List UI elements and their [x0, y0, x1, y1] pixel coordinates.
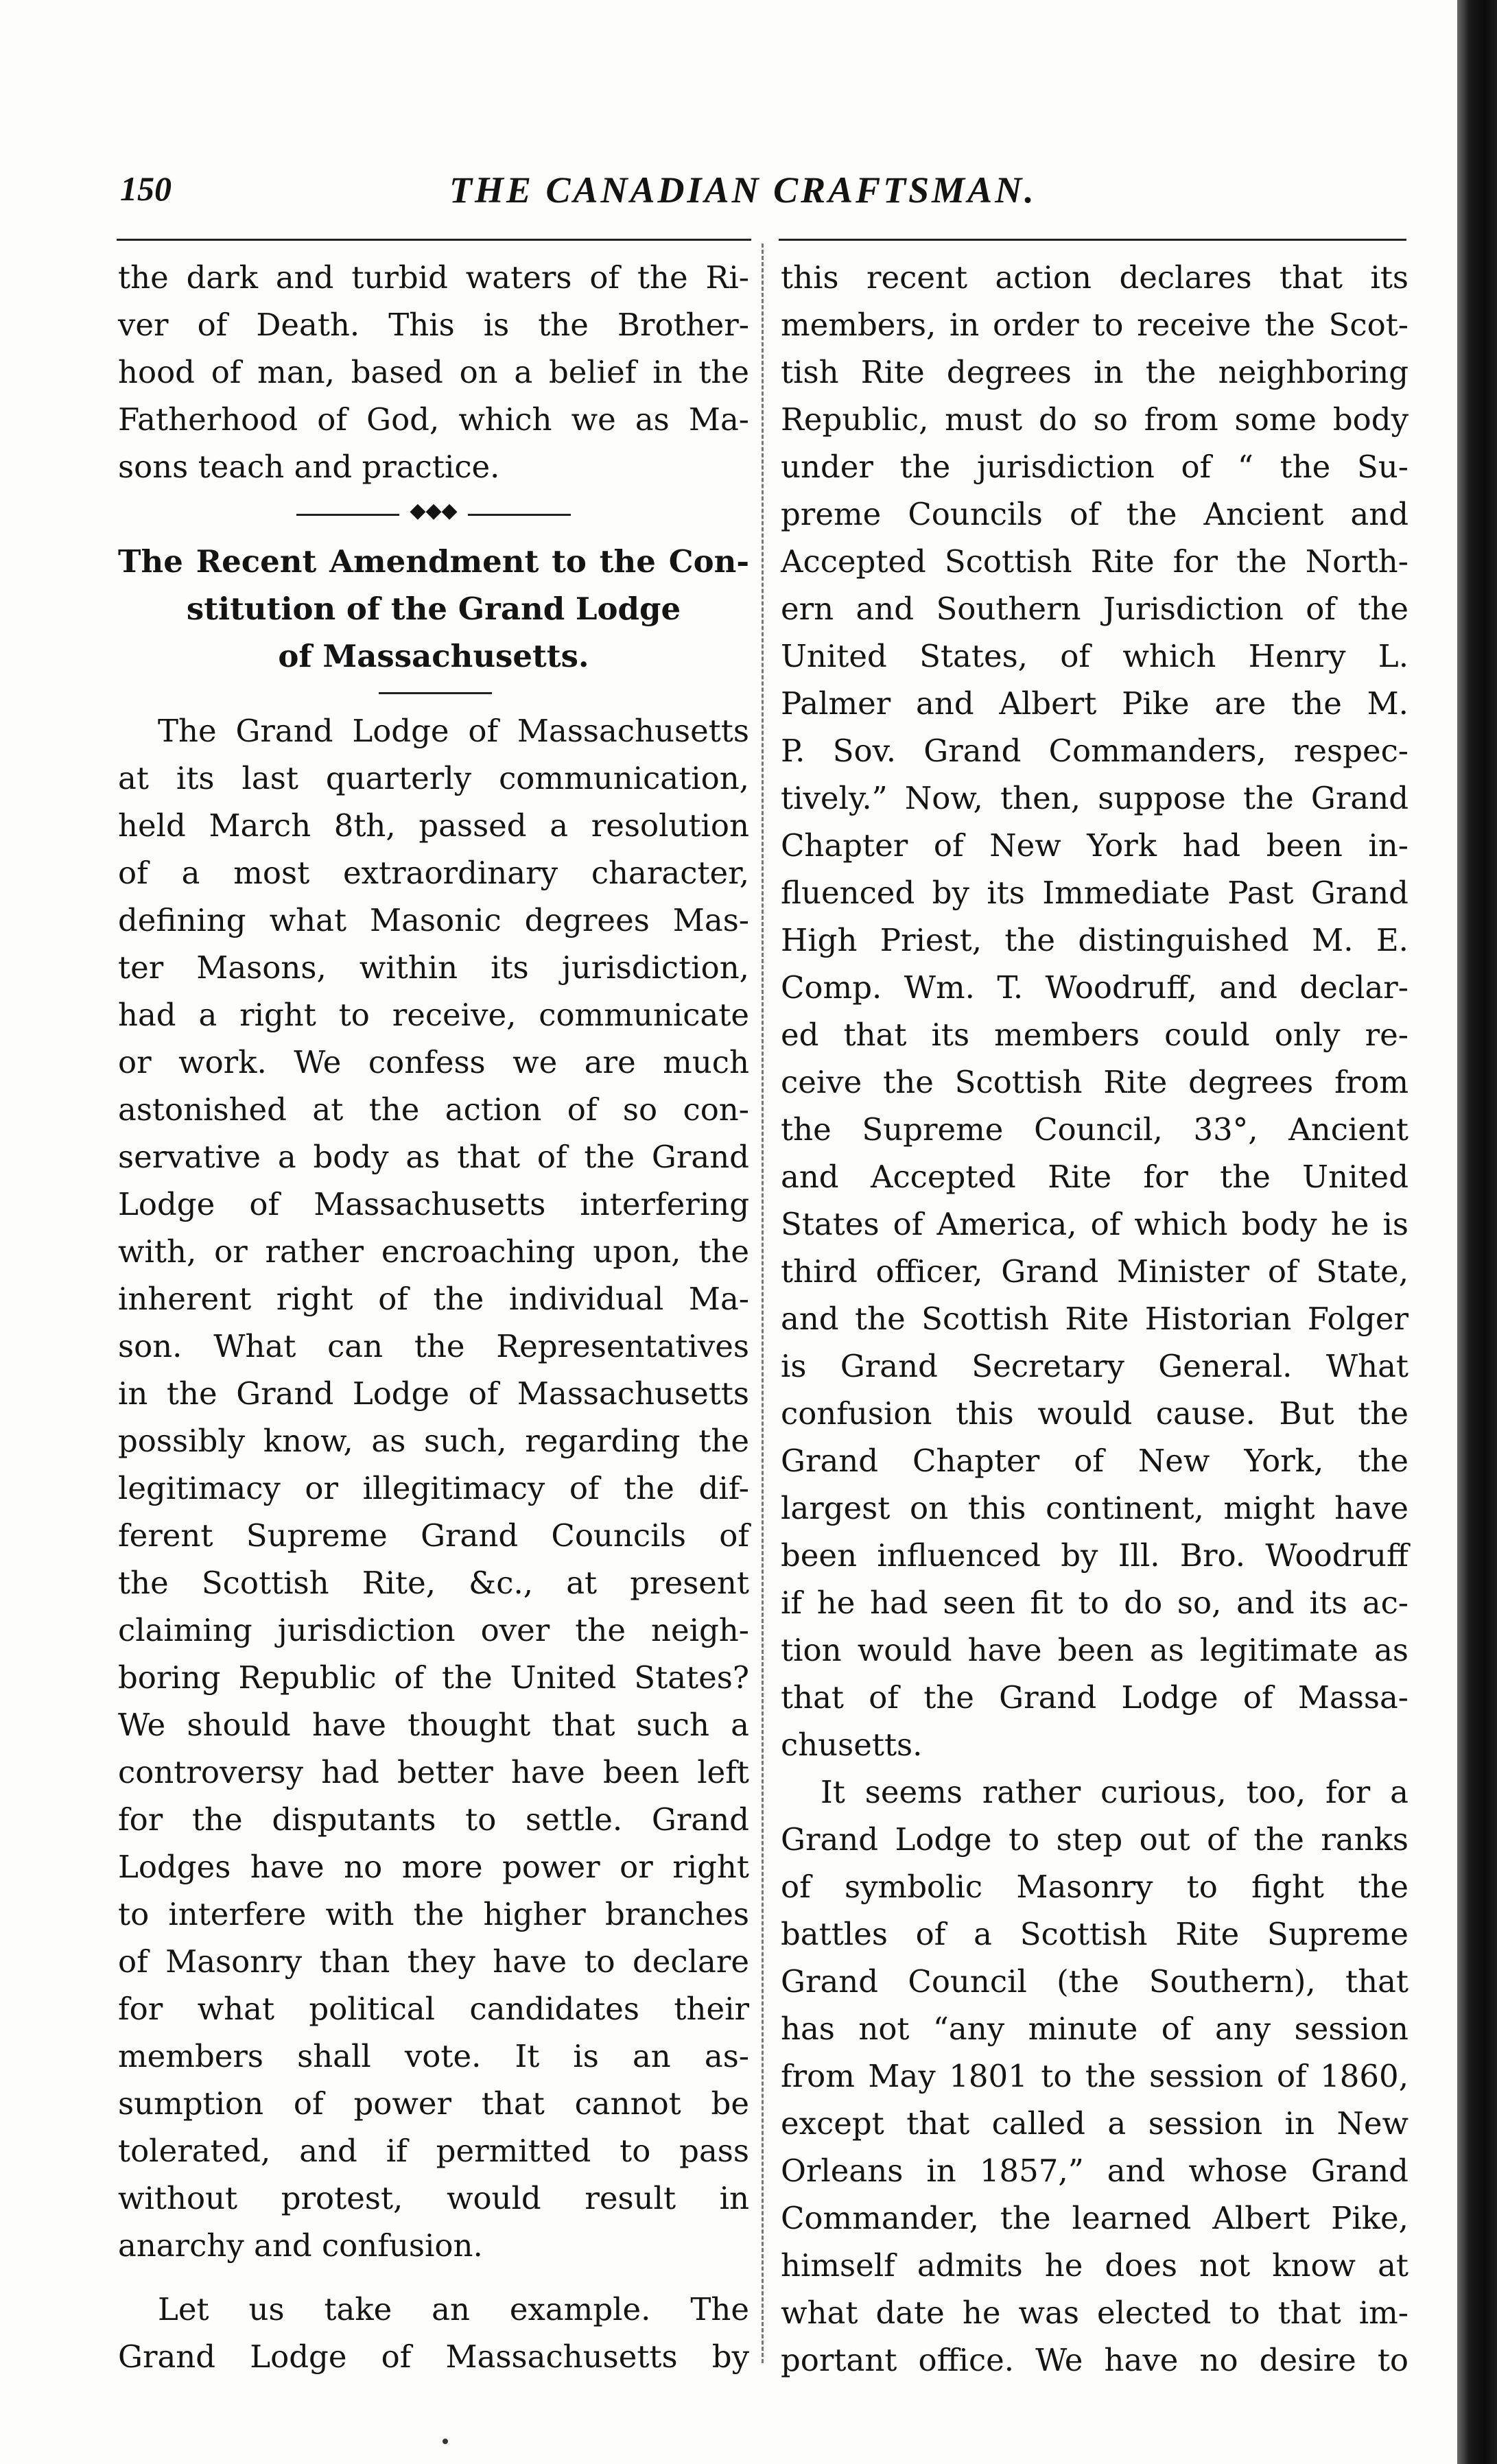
left-column	[118, 254, 749, 2380]
header-rule-right	[779, 239, 1406, 241]
article-heading: of Massachusetts.	[278, 638, 589, 674]
text-line: servative a body as that of the Grand	[118, 1139, 749, 1175]
heading-rule	[118, 680, 749, 707]
text-line: ceive the Scottish Rite degrees from	[781, 1064, 1408, 1100]
section-ornament	[118, 490, 749, 538]
text-line: the Scottish Rite, &c., at present	[118, 1565, 749, 1601]
text-line: in the Grand Lodge of Massachusetts	[118, 1375, 749, 1412]
text-line: for what political candidates their	[118, 1991, 749, 2027]
text-line: tolerated, and if permitted to pass	[118, 2133, 749, 2169]
text-line: largest on this continent, might have	[781, 1490, 1408, 1526]
text-line: and Accepted Rite for the United	[781, 1159, 1408, 1195]
text-line: if he had seen fit to do so, and its ac-	[781, 1585, 1408, 1621]
text-line: sumption of power that cannot be	[118, 2085, 749, 2122]
text-line: to interfere with the higher branches	[118, 1896, 749, 1932]
text-line: Grand Lodge of Massachusetts by	[118, 2338, 749, 2375]
text-line: Comp. Wm. T. Woodruff, and declar-	[781, 969, 1408, 1006]
text-line: P. Sov. Grand Commanders, respec-	[781, 733, 1408, 769]
text-line: ed that its members could only re-	[781, 1017, 1408, 1053]
text-line: confusion this would cause. But the	[781, 1395, 1408, 1432]
text-line: inherent right of the individual Ma-	[118, 1281, 749, 1317]
text-line: claiming jurisdiction over the neigh-	[118, 1612, 749, 1648]
text-line: is Grand Secretary General. What	[781, 1348, 1408, 1384]
article-heading: stitution of the Grand Lodge	[186, 591, 681, 627]
right-column	[781, 254, 1408, 2384]
text-line: anarchy and confusion.	[118, 2227, 483, 2264]
text-line: Orleans in 1857,” and whose Grand	[781, 2153, 1408, 2189]
text-line: The Grand Lodge of Massachusetts	[158, 713, 749, 749]
text-line: for the disputants to settle. Grand	[118, 1801, 749, 1838]
text-line: at its last quarterly communication,	[118, 760, 749, 796]
scan-binding-edge	[1457, 0, 1497, 2464]
text-line: and the Scottish Rite Historian Folger	[781, 1301, 1408, 1337]
text-line: ver of Death. This is the Brother-	[118, 307, 749, 343]
text-line: legitimacy or illegitimacy of the dif-	[118, 1470, 749, 1506]
text-line: chusetts.	[781, 1727, 923, 1763]
text-line: been influenced by Ill. Bro. Woodruff	[781, 1537, 1408, 1574]
paragraph-gap	[118, 2269, 749, 2286]
column-divider	[762, 244, 764, 2363]
text-line: Palmer and Albert Pike are the M.	[781, 685, 1408, 722]
text-line: Let us take an example. The	[158, 2291, 749, 2327]
text-line: of Masonry than they have to declare	[118, 1943, 749, 1980]
text-line: Fatherhood of God, which we as Ma-	[118, 401, 749, 438]
ornament-diamonds: ◆◆◆	[410, 499, 458, 523]
text-line: sons teach and practice.	[118, 449, 500, 485]
article-heading: The Recent Amendment to the Con-	[118, 543, 749, 580]
text-line: this recent action declares that its	[781, 259, 1408, 296]
running-title: THE CANADIAN CRAFTSMAN.	[449, 169, 1037, 211]
text-line: himself admits he does not know at	[781, 2247, 1408, 2284]
text-line: United States, of which Henry L.	[781, 638, 1408, 674]
text-line: third officer, Grand Minister of State,	[781, 1253, 1408, 1290]
text-line: States of America, of which body he is	[781, 1206, 1408, 1242]
text-line: what date he was elected to that im-	[781, 2295, 1408, 2331]
text-line: held March 8th, passed a resolution	[118, 807, 749, 844]
text-line: battles of a Scottish Rite Supreme	[781, 1916, 1408, 1952]
text-line: under the jurisdiction of “ the Su-	[781, 449, 1408, 485]
text-line: had a right to receive, communicate	[118, 997, 749, 1033]
text-line: boring Republic of the United States?	[118, 1659, 749, 1696]
text-line: or work. We confess we are much	[118, 1044, 749, 1080]
text-line: Lodges have no more power or right	[118, 1849, 749, 1885]
text-line: son. What can the Representatives	[118, 1328, 749, 1364]
text-line: tish Rite degrees in the neighboring	[781, 354, 1408, 390]
text-line: tion would have been as legitimate as	[781, 1632, 1408, 1668]
text-line: possibly know, as such, regarding the	[118, 1423, 749, 1459]
text-line: ern and Southern Jurisdiction of the	[781, 591, 1408, 627]
text-line: Grand Lodge to step out of the ranks	[781, 1821, 1408, 1858]
text-line: hood of man, based on a belief in the	[118, 354, 749, 390]
text-line: Chapter of New York had been in-	[781, 827, 1408, 864]
text-line: Grand Chapter of New York, the	[781, 1443, 1408, 1479]
text-line: astonished at the action of so con-	[118, 1091, 749, 1128]
page-header	[120, 165, 1410, 220]
text-line: that of the Grand Lodge of Massa-	[781, 1679, 1408, 1716]
text-line: tively.” Now, then, suppose the Grand	[781, 780, 1408, 816]
text-line: controversy had better have been left	[118, 1754, 749, 1790]
text-line: of symbolic Masonry to fight the	[781, 1869, 1408, 1905]
text-line: without protest, would result in	[118, 2180, 749, 2216]
text-line: from May 1801 to the session of 1860,	[781, 2058, 1408, 2094]
text-line: members shall vote. It is an as-	[118, 2038, 749, 2074]
print-speck	[443, 2439, 448, 2444]
text-line: ferent Supreme Grand Councils of	[118, 1517, 749, 1554]
ornament-rule	[468, 514, 571, 516]
text-line: Accepted Scottish Rite for the North-	[781, 543, 1408, 580]
text-line: defining what Masonic degrees Mas-	[118, 902, 749, 938]
text-line: Lodge of Massachusetts interfering	[118, 1186, 749, 1222]
text-line: High Priest, the distinguished M. E.	[781, 922, 1408, 958]
text-line: the dark and turbid waters of the Ri-	[118, 259, 749, 296]
text-line: portant office. We have no desire to	[781, 2342, 1408, 2378]
text-line: has not “any minute of any session	[781, 2011, 1408, 2047]
text-line: members, in order to receive the Scot-	[781, 307, 1408, 343]
text-line: ter Masons, within its jurisdiction,	[118, 949, 749, 986]
text-line: with, or rather encroaching upon, the	[118, 1233, 749, 1270]
text-line: except that called a session in New	[781, 2105, 1408, 2142]
text-line: Commander, the learned Albert Pike,	[781, 2200, 1408, 2236]
text-line: Grand Council (the Southern), that	[781, 1963, 1408, 2000]
text-line: fluenced by its Immediate Past Grand	[781, 875, 1408, 911]
text-line: It seems rather curious, too, for a	[821, 1774, 1408, 1810]
text-line: of a most extraordinary character,	[118, 855, 749, 891]
text-line: preme Councils of the Ancient and	[781, 496, 1408, 532]
page-number: 150	[120, 169, 172, 208]
text-line: Republic, must do so from some body	[781, 401, 1408, 438]
text-line: the Supreme Council, 33°, Ancient	[781, 1111, 1408, 1148]
header-rule-left	[117, 239, 751, 241]
text-line: We should have thought that such a	[118, 1707, 749, 1743]
